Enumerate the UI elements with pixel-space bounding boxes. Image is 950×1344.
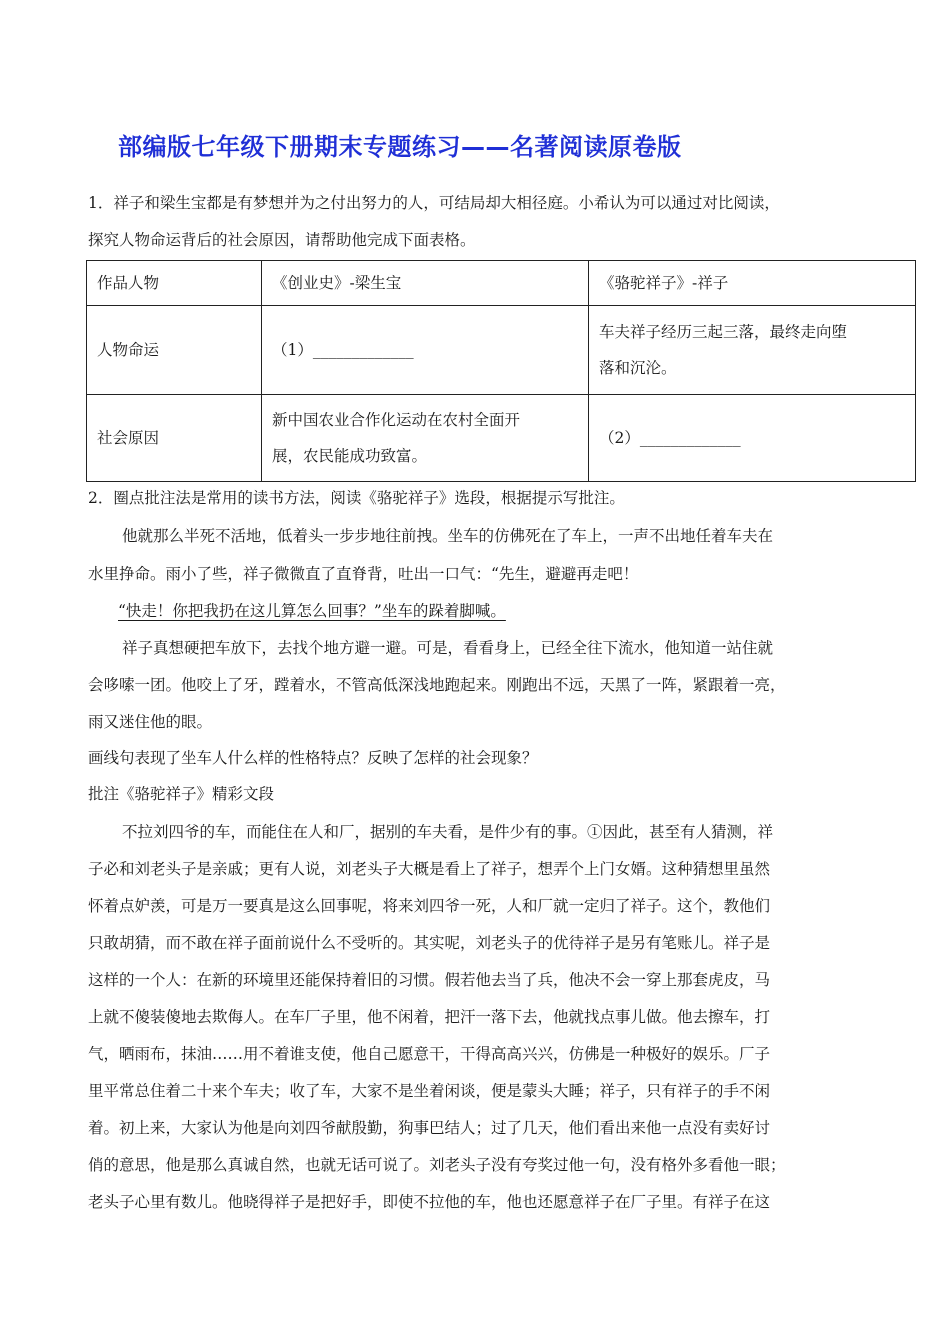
passage-line: 会哆嗦一团。他咬上了牙，蹚着水，不管高低深浅地跑起来。刚跑出不远，天黑了一阵，紧跟着一亮， [88, 676, 786, 694]
excerpt-line: 子必和刘老头子是亲戚；更有人说，刘老头子大概是看上了祥子，想弄个上门女婿。这种猜想里虽然 [88, 860, 771, 878]
passage-line: 雨又迷住他的眼。 [88, 713, 213, 731]
answer-blank-1[interactable] [262, 306, 589, 395]
excerpt-line: 这样的一个人：在新的环境里还能保持着旧的习惯。假若他去当了兵，他决不会一穿上那套虎皮，马 [88, 971, 771, 989]
question-prompt: 画线句表现了坐车人什么样的性格特点？反映了怎样的社会现象？ [88, 749, 538, 767]
row-label-cause: 社会原因 [87, 395, 262, 482]
excerpt-line: 俏的意思，他是那么真诚自然，也就无话可说了。刘老头子没有夸奖过他一句，没有格外多看他一眼； [88, 1156, 786, 1174]
table-header-cell: 《骆驼祥子》-祥子 [589, 261, 916, 306]
table-row [87, 306, 916, 395]
table-cell [262, 395, 589, 482]
cell-line: 新中国农业合作化运动在农村全面开 [272, 411, 521, 429]
excerpt-line: 着。初上来，大家认为他是向刘四爷献殷勤，狗事巴结人；过了几天，他们看出来他一点没有卖好讨 [88, 1119, 771, 1137]
excerpt-line: 怀着点妒羡，可是万一要真是这么回事呢，将来刘四爷一死，人和厂就一定归了祥子。这个，教他们 [88, 897, 771, 915]
table-row [87, 261, 916, 306]
excerpt-line: 老头子心里有数儿。他晓得祥子是把好手，即使不拉他的车，他也还愿意祥子在厂子里。有祥子在这 [88, 1193, 771, 1211]
blank-text: （1）_____________ [272, 341, 414, 359]
page-title: 部编版七年级下册期末专题练习——名著阅读原卷版 [118, 133, 682, 161]
passage-line: 祥子真想硬把车放下，去找个地方避一避。可是，看看身上，已经全往下流水，他知道一站住就 [122, 639, 774, 657]
answer-blank-2[interactable] [589, 395, 916, 482]
cell-line: 展，农民能成功致富。 [272, 447, 428, 465]
passage-line: 水里挣命。雨小了些，祥子微微直了直脊背，吐出一口气：“先生，避避再走吧！ [88, 565, 639, 583]
cell-line: 车夫祥子经历三起三落，最终走向堕 [599, 323, 848, 341]
table-row [87, 395, 916, 482]
cell-line: 落和沉沦。 [599, 359, 677, 377]
question-2-text: 2．圈点批注法是常用的读书方法，阅读《骆驼祥子》选段，根据提示写批注。 [88, 489, 625, 507]
excerpt-line: 只敢胡猜，而不敢在祥子面前说什么不受听的。其实呢，刘老头子的优待祥子是另有笔账儿。祥子是 [88, 934, 771, 952]
table-header-cell: 作品人物 [87, 261, 262, 306]
excerpt-line: 不拉刘四爷的车，而能住在人和厂，据别的车夫看，是件少有的事。①因此，甚至有人猜测，祥 [122, 823, 774, 841]
excerpt-line: 里平常总住着二十来个车夫；收了车，大家不是坐着闲谈，便是蒙头大睡；祥子，只有祥子的手不闲 [88, 1082, 771, 1100]
passage-line: 他就那么半死不活地，低着头一步步地往前拽。坐车的仿佛死在了车上，一声不出地任着车夫在 [122, 527, 774, 545]
comparison-table [86, 260, 916, 482]
excerpt-line: 上就不傻装傻地去欺侮人。在车厂子里，他不闲着，把汗一落下去，他就找点事儿做。他去擦车，打 [88, 1008, 771, 1026]
underlined-sentence: “快走！你把我扔在这儿算怎么回事？”坐车的跺着脚喊。 [118, 602, 506, 620]
section-heading: 批注《骆驼祥子》精彩文段 [88, 785, 275, 803]
table-cell [589, 306, 916, 395]
blank-text: （2）_____________ [599, 429, 741, 447]
question-1-text: 探究人物命运背后的社会原因，请帮助他完成下面表格。 [88, 231, 476, 249]
row-label-fate: 人物命运 [87, 306, 262, 395]
table-header-cell: 《创业史》-梁生宝 [262, 261, 589, 306]
question-1-text: 1．祥子和梁生宝都是有梦想并为之付出努力的人，可结局却大相径庭。小希认为可以通过对比阅读， [88, 194, 780, 212]
excerpt-line: 气，晒雨布，抹油……用不着谁支使，他自己愿意干，干得高高兴兴，仿佛是一种极好的娱乐。厂子 [88, 1045, 771, 1063]
